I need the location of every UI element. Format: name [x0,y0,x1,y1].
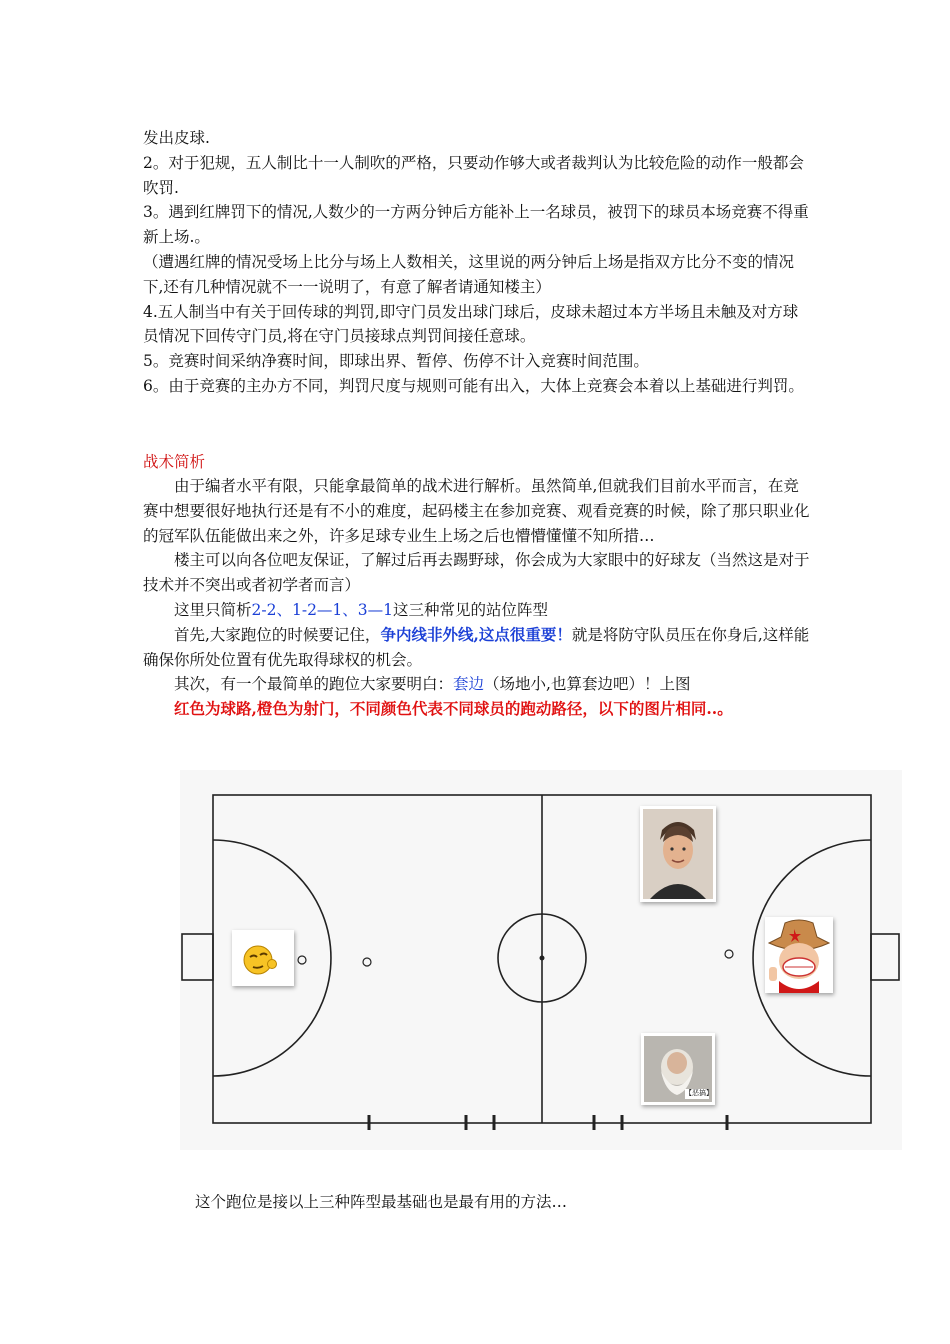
tactics-section [143,474,813,722]
rules-section [143,126,813,399]
center-spot [540,956,545,961]
para3-prefix: 这里只简析 [174,600,252,619]
para4-highlight: 争内线非外线,这点很重要！ [380,624,572,644]
rule-item-2: 2。对于犯规，五人制比十一人制吹的严格，只要动作够大或者裁判认为比较危险的动作一般都会吹罚. [143,153,804,197]
para3-suffix: 这三种常见的站位阵型 [393,600,549,619]
court-figure [180,770,902,1150]
tactics-para-4 [143,623,813,673]
right-goal [871,934,899,980]
figure-caption: 这个跑位是接以上三种阵型最基础也是最有用的方法… [195,1193,568,1211]
para5-prefix: 其次，有一个最简单的跑位大家要明白： [174,675,454,694]
para5-highlight: 套边 [453,675,485,694]
rule-item-4: 4.五人制当中有关于回传球的判罚,即守门员发出球门球后，皮球未超过本方半场且未触及对方球员情况下回传守门员,将在守门员接球点判罚间接任意球。 [143,302,799,346]
tactics-para-3 [143,598,813,623]
para5-suffix: （场地小,也算套边吧）！上图 [484,675,691,694]
tactics-para-6: 红色为球路,橙色为射门，不同颜色代表不同球员的跑动路径，以下的图片相同..。 [174,699,733,719]
old-man-photo [641,1033,715,1105]
thinking-emoji-icon [232,930,294,986]
left-second-mark [363,958,371,966]
left-goal [182,934,213,980]
tactics-para-1: 由于编者水平有限，只能拿最简单的战术进行解析。虽然简单,但就我们目前水平而言，在竞赛中想要很好地执行还是有不小的难度，起码楼主在参加竞赛、观看竞赛的时候，除了那只职业化的冠军队伍能做出来之外，许多足球专业生上场之后也懵懵懂懂不知所措… [143,477,810,545]
para4-prefix: 首先,大家跑位的时候要记住， [174,625,381,644]
rules-line-cont: 发出皮球. [143,129,210,147]
formations-text: 2-2、1-2—1、3—1 [251,600,394,619]
section-heading: 战术简析 [143,453,206,471]
tactics-para-5 [143,672,813,697]
rule-item-5: 5。竞赛时间采纳净赛时间，即球出界、暂停、伤停不计入竞赛时间范围。 [143,352,649,371]
rule-note: （遭遇红牌的情况受场上比分与场上人数相关，这里说的两分钟后上场是指双方比分不变的情况下,还有几种情况就不一一说明了，有意了解者请通知楼主） [143,252,795,296]
rule-item-6: 6。由于竞赛的主办方不同，判罚尺度与规则可能有出入，大体上竞赛会本着以上基础进行判罚。 [143,376,804,395]
photo-label: 【恶搞】 [685,1089,713,1097]
tactics-para-2: 楼主可以向各位吧友保证，了解过后再去踢野球，你会成为大家眼中的好球友（当然这是对于技术并不突出或者初学者而言） [143,551,810,595]
rule-item-3: 3。遇到红牌罚下的情况,人数少的一方两分钟后方能补上一名球员，被罚下的球员本场竞赛不得重新上场.。 [143,203,809,247]
man-photo [640,806,716,902]
left-penalty-mark [298,956,306,964]
para4-suffix: 就是将防守队员压在你身后,这样能确保你所处位置有优先取得球权的机会。 [143,625,810,669]
right-second-mark [725,950,733,958]
cowboy-icon [765,917,833,993]
